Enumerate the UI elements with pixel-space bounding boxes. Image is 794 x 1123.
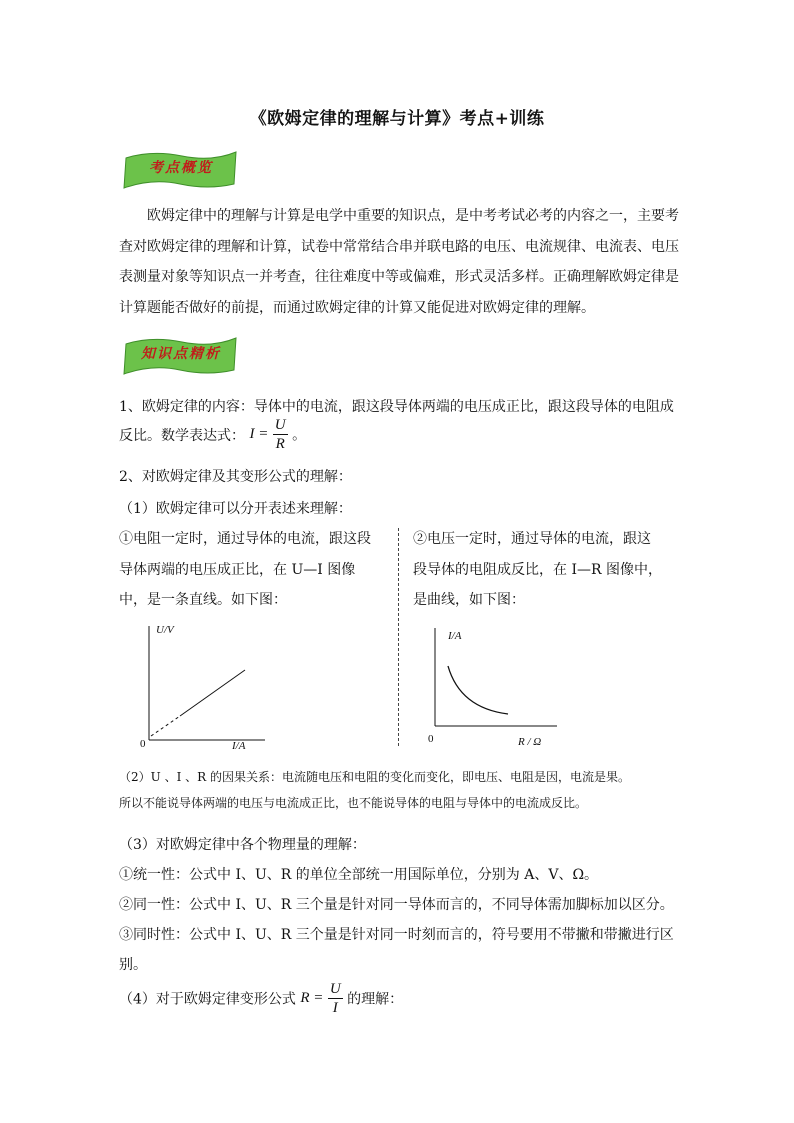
formula-lhs: I =	[249, 426, 269, 442]
left-col-line: 导体两端的电压成正比，在 U—I 图像	[119, 561, 356, 578]
left-col-line: 中，是一条直线。如下图：	[119, 592, 287, 608]
overview-banner	[122, 148, 240, 192]
right-column	[413, 524, 683, 616]
left-column	[119, 524, 389, 616]
left-col-line: ①电阻一定时，通过导体的电流，跟这段	[119, 531, 371, 547]
item-identity: ②同一性：公式中 I、U、R 三个量是针对同一导体而言的，不同导体需加脚标加以区分。	[119, 897, 674, 913]
intro-line: 计算题能否做好的前提，而通过欧姆定律的计算又能促进对欧姆定律的理解。	[119, 299, 595, 316]
right-col-line: ②电压一定时，通过导体的电流，跟这	[413, 531, 651, 547]
sub3-heading: （3）对欧姆定律中各个物理量的理解：	[119, 837, 366, 853]
sub2-block	[119, 764, 699, 816]
ir-graph-x-label: R / Ω	[518, 736, 542, 748]
item-simultaneity-cont: 别。	[119, 957, 147, 973]
item-simultaneity: ③同时性：公式中 I、U、R 三个量是针对同一时刻而言的，符号要用不带撇和带撇进行区	[119, 927, 674, 943]
ui-graph-y-label: U/V	[156, 624, 174, 636]
ui-graph-line-extrapolated	[151, 716, 180, 736]
point2-heading: 2、对欧姆定律及其变形公式的理解：	[119, 469, 352, 485]
sub2-line: 所以不能说导体两端的电压与电流成正比，也不能说导体的电阻与导体中的电流成反比。	[119, 796, 588, 810]
ui-graph-line	[180, 670, 245, 716]
analysis-banner-label: 知识点精析	[141, 346, 221, 362]
sub4-line	[119, 980, 689, 1024]
formula-fraction	[273, 416, 288, 453]
ui-graph	[130, 620, 270, 755]
sub1-heading: （1）欧姆定律可以分开表述来理解：	[119, 501, 352, 517]
point1-line2	[119, 416, 689, 456]
right-col-line: 段导体的电阻成反比，在 I—R 图像中，	[413, 561, 662, 578]
formula-denominator: R	[275, 436, 285, 452]
intro-paragraph	[119, 201, 679, 323]
page-title: 《欧姆定律的理解与计算》考点+训练	[249, 109, 545, 129]
ui-graph-origin: 0	[140, 738, 146, 750]
sub2-line: （2）U 、I 、R 的因果关系：电流随电压和电阻的变化而变化，即电压、电阻是因，电流是果。	[119, 770, 630, 784]
ir-graph-y-label: I/A	[448, 630, 462, 642]
ir-graph	[422, 622, 562, 737]
sub4-formula-lhs: R =	[300, 990, 324, 1006]
sub4-prefix: （4）对于欧姆定律变形公式	[119, 991, 296, 1008]
sub4-formula-fraction	[328, 980, 343, 1017]
point1-line1: 1、欧姆定律的内容：导体中的电流，跟这段导体两端的电压成正比，跟这段导体的电阻成	[119, 399, 674, 415]
sub4-formula-denominator: I	[332, 1000, 338, 1016]
sub4-suffix: 的理解：	[347, 991, 404, 1008]
column-divider	[398, 528, 399, 746]
intro-line: 查对欧姆定律的理解和计算，试卷中常常结合串并联电路的电压、电流规律、电流表、电压	[119, 238, 679, 255]
intro-line: 表测量对象等知识点一并考查，往往难度中等或偏难，形式灵活多样。正确理解欧姆定律是	[119, 269, 679, 285]
ir-graph-origin: 0	[428, 733, 434, 745]
right-col-line: 是曲线，如下图：	[413, 592, 525, 608]
item-unity: ①统一性：公式中 I、U、R 的单位全部统一用国际单位，分别为 A、V、Ω。	[119, 867, 599, 883]
point1-prefix: 反比。数学表达式：	[119, 427, 245, 444]
ui-graph-x-label: I/A	[232, 740, 246, 752]
ir-graph-curve	[448, 666, 508, 714]
sub4-formula-numerator: U	[329, 981, 341, 997]
point1-suffix: 。	[292, 427, 307, 444]
intro-line: 欧姆定律中的理解与计算是电学中重要的知识点，是中考考试必考的内容之一，主要考	[147, 208, 679, 224]
analysis-banner	[122, 334, 240, 378]
formula-numerator: U	[274, 417, 286, 433]
overview-banner-label: 考点概览	[149, 160, 213, 176]
